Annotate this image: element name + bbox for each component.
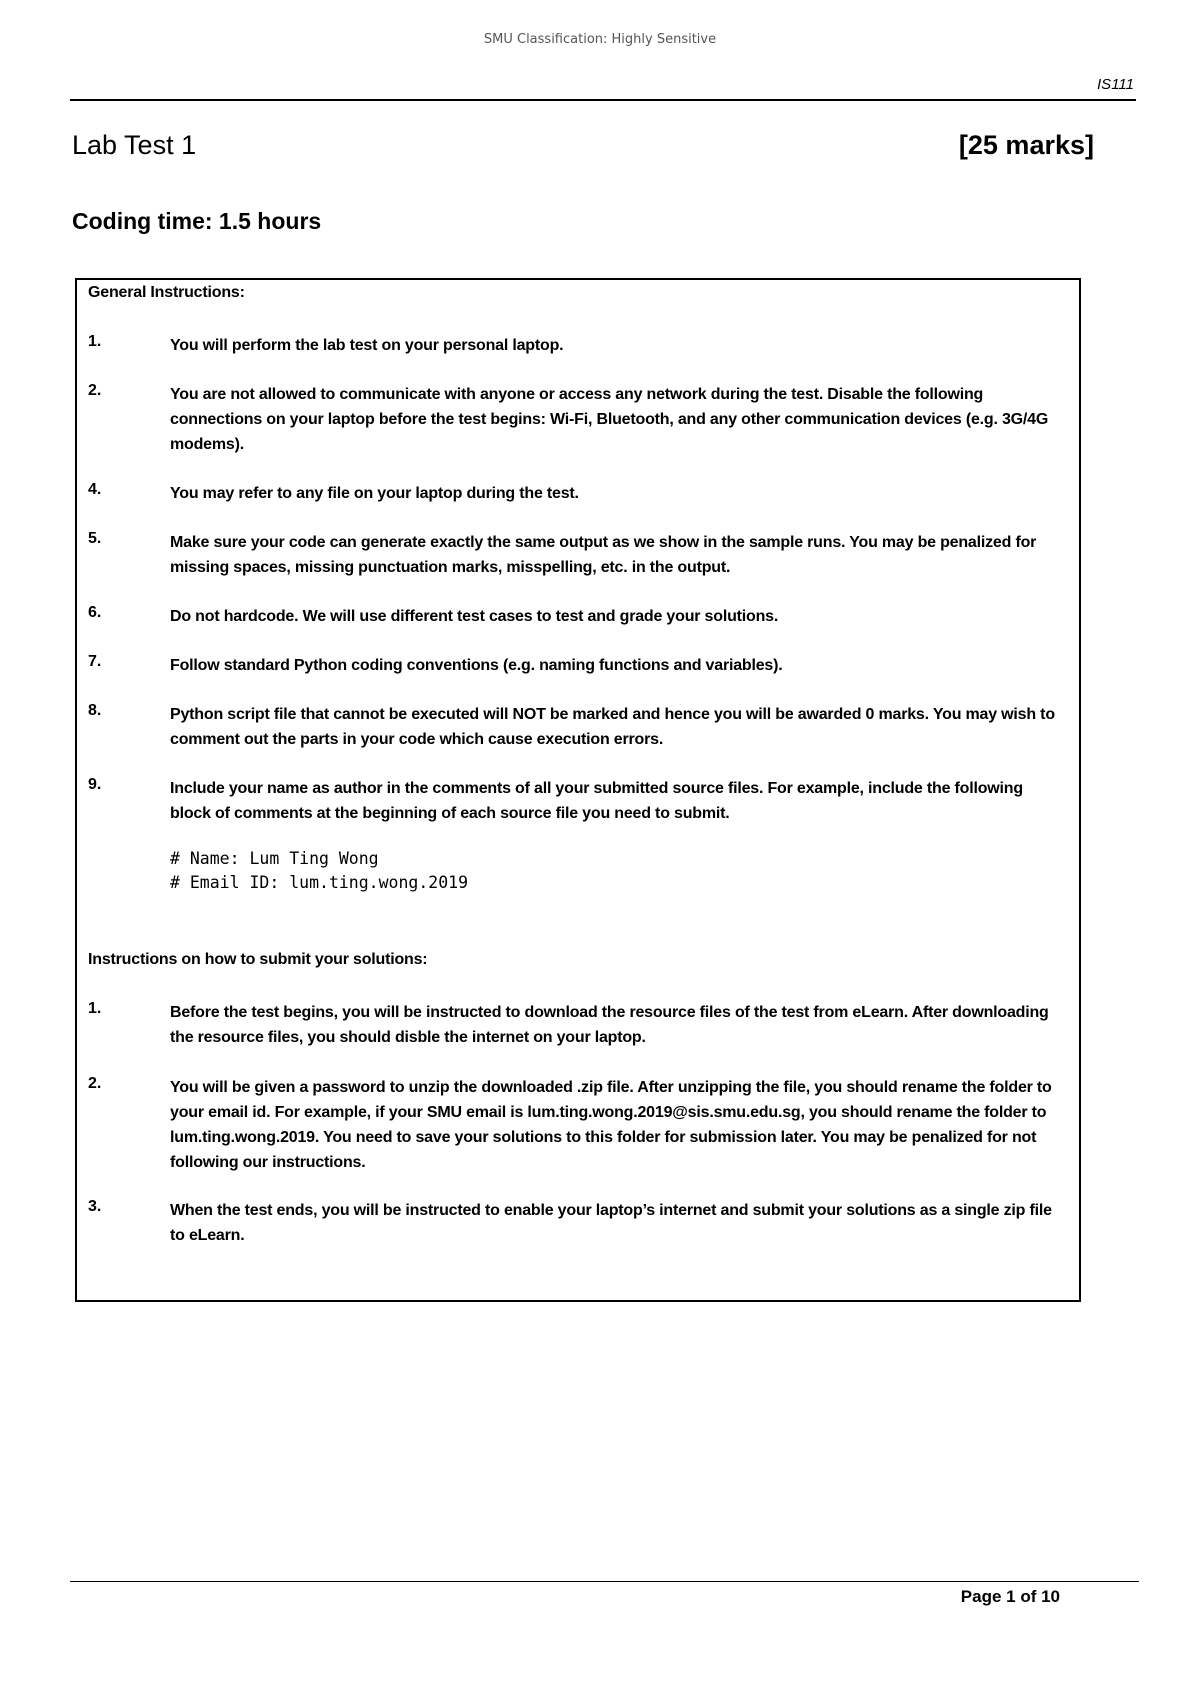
item-number: 1. bbox=[88, 333, 102, 350]
item-text: You are not allowed to communicate with anyone or access any network during the test. Disable the following connections on your laptop before the test begins: Wi-Fi, Bluetooth, and any other communication devices (e.g. 3G/4G modems). bbox=[170, 386, 1049, 453]
classification-label: SMU Classification: Highly Sensitive bbox=[483, 32, 717, 47]
item-text: You will be given a password to unzip the downloaded .zip file. After unzipping the file, you should rename the folder to your email id. For example, if your SMU email is lum.ting.wong.2019@sis.smu.edu.sg, you should rename the folder to lum.ting.wong.2019. You need to save your solutions to this folder for submission later. You may be penalized for not following our instructions. bbox=[170, 1079, 1052, 1171]
item-number: 2. bbox=[88, 382, 102, 399]
footer-divider bbox=[70, 1581, 1139, 1582]
code-comment-line: # Email ID: lum.ting.wong.2019 bbox=[170, 873, 469, 892]
item-text: Do not hardcode. We will use different test cases to test and grade your solutions. bbox=[170, 608, 779, 625]
instructions-box bbox=[75, 278, 1081, 1302]
item-number: 6. bbox=[88, 604, 102, 621]
item-text: You will perform the lab test on your personal laptop. bbox=[170, 337, 564, 354]
item-number: 4. bbox=[88, 481, 102, 498]
item-number: 7. bbox=[88, 653, 102, 670]
item-text: When the test ends, you will be instructed to enable your laptop’s internet and submit your solutions as a single zip file to eLearn. bbox=[170, 1202, 1052, 1244]
item-number: 9. bbox=[88, 776, 102, 793]
item-text: Include your name as author in the comments of all your submitted source files. For example, include the following block of comments at the beginning of each source file you need to submit. bbox=[170, 780, 1023, 822]
item-number: 5. bbox=[88, 530, 102, 547]
item-number: 2. bbox=[88, 1075, 102, 1092]
page-number: Page 1 of 10 bbox=[960, 1587, 1060, 1606]
item-text: Follow standard Python coding conventions (e.g. naming functions and variables). bbox=[170, 657, 783, 674]
coding-time: Coding time: 1.5 hours bbox=[72, 208, 322, 234]
code-comment-line: # Name: Lum Ting Wong bbox=[170, 849, 379, 868]
submission-instructions-heading: Instructions on how to submit your solutions: bbox=[88, 951, 428, 968]
item-text: Make sure your code can generate exactly the same output as we show in the sample runs. You may be penalized for missing spaces, missing punctuation marks, misspelling, etc. in the output. bbox=[170, 534, 1037, 576]
general-instructions-heading: General Instructions: bbox=[88, 284, 245, 301]
header-divider bbox=[70, 99, 1136, 101]
item-number: 1. bbox=[88, 1000, 102, 1017]
item-text: Before the test begins, you will be instructed to download the resource files of the test from eLearn. After downloading the resource files, you should disble the internet on your laptop. bbox=[170, 1004, 1049, 1046]
course-code: IS111 bbox=[1097, 76, 1134, 93]
page-title: Lab Test 1 bbox=[72, 130, 197, 160]
item-text: You may refer to any file on your laptop during the test. bbox=[170, 485, 579, 502]
item-number: 8. bbox=[88, 702, 102, 719]
item-text: Python script file that cannot be executed will NOT be marked and hence you will be awarded 0 marks. You may wish to comment out the parts in your code which cause execution errors. bbox=[170, 706, 1055, 748]
item-number: 3. bbox=[88, 1198, 102, 1215]
total-marks: [25 marks] bbox=[958, 130, 1094, 160]
